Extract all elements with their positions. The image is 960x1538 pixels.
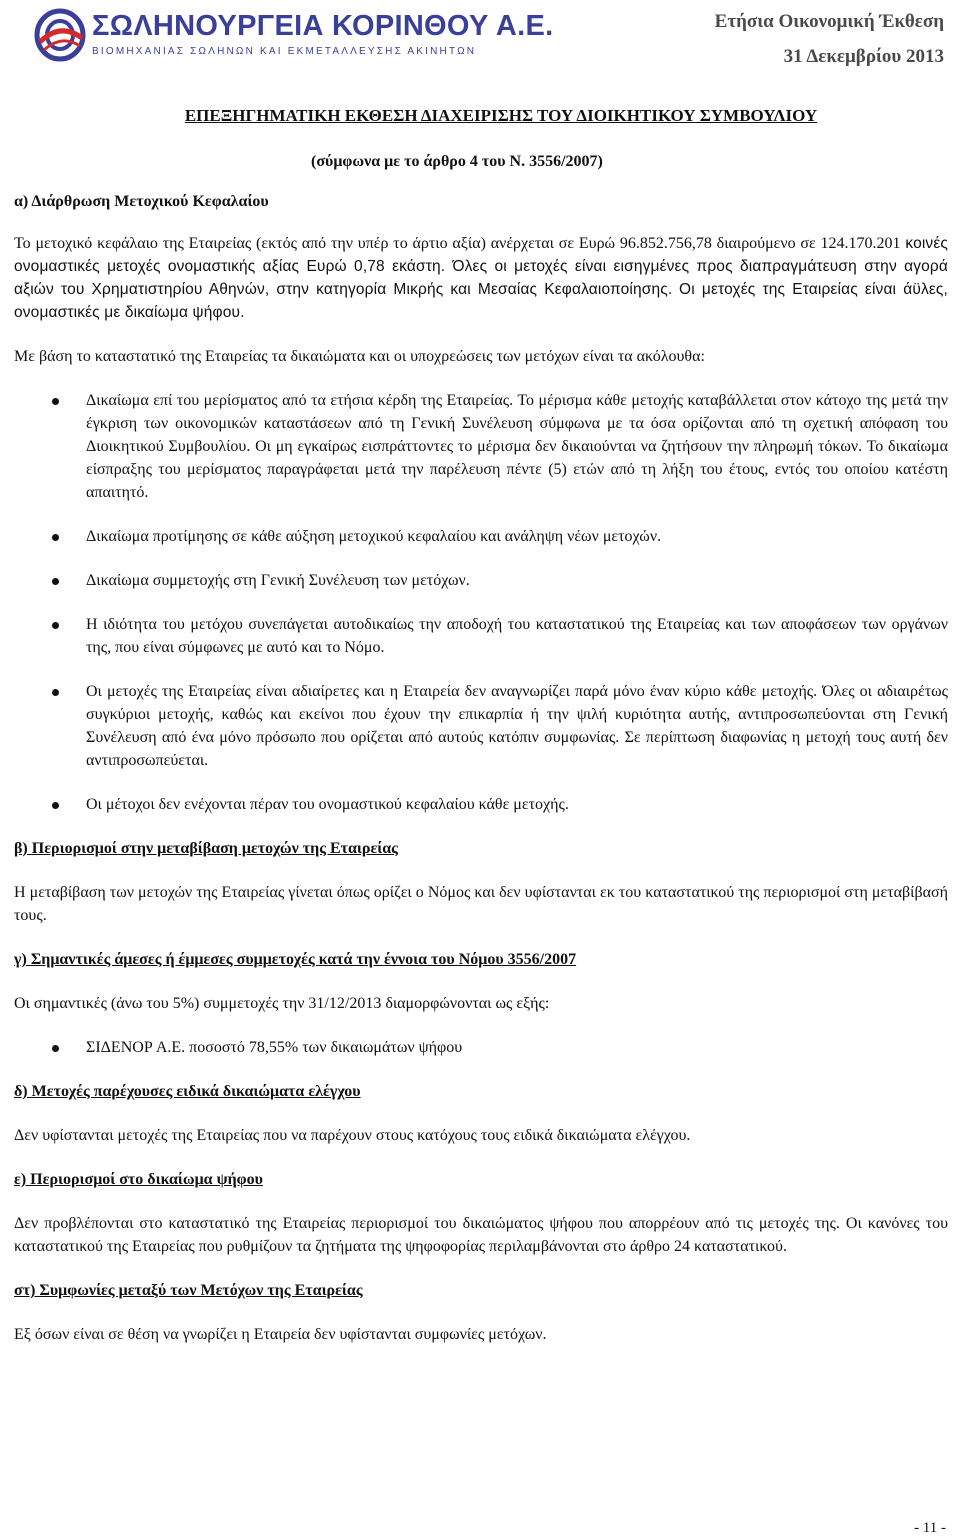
holdings-list — [14, 1036, 948, 1059]
page-header — [0, 0, 960, 80]
rights-list — [14, 389, 948, 816]
list-item: Οι μετοχές της Εταιρείας είναι αδιαίρετες και η Εταιρεία δεν αναγνωρίζει παρά μόνο έναν κύριο κάθε μετοχής. Όλες οι αδιαιρέτως συγκύριοι μετοχής, καθώς και εκείνοι που έχουν την επικαρπία ή την ψιλή κυριότητα αυτής, αντιπροσωπεύονται στη Γενική Συνέλευση από ένα μόνο πρόσωπο που ορίζεται από αυτούς κατόπιν συμφωνίας. Σε περίπτωση διαφωνίας η μετοχή τους αυτή δεν αντιπροσωπεύεται. — [14, 680, 948, 772]
bullet-icon — [52, 578, 59, 585]
section-d-text: Δεν υφίστανται μετοχές της Εταιρείας που να παρέχουν στους κατόχους τους ειδικά δικαιώματα ελέγχου. — [14, 1127, 691, 1144]
para-1-part-b: κοινές ονομαστικές μετοχές ονομαστικής αξίας Ευρώ 0,78 εκάστη. Όλες οι μετοχές είναι εισηγμένες προς διαπραγμάτευση στην αγορά αξιών του Χρηματιστηρίου Αθηνών, στην κατηγορία Μικρής και Μεσαίας Κεφαλαιοποίησης. — [14, 235, 949, 298]
bullet-icon — [52, 398, 59, 405]
company-name: ΣΩΛΗΝΟΥΡΓΕΙΑ ΚΟΡΙΝΘΟΥ Α.Ε. — [92, 10, 554, 42]
page-number: - 11 - — [914, 1520, 946, 1536]
company-subtitle: ΒΙΟΜΗΧΑΝΙΑΣ ΣΩΛΗΝΩΝ ΚΑΙ ΕΚΜΕΤΑΛΛΕΥΣΗΣ ΑΚΙΝΗΤΩΝ — [92, 46, 477, 57]
section-e-text: Δεν προβλέπονται στο καταστατικό της Εταιρείας περιορισμοί του δικαιώματος ψήφου που απορρέουν από τις μετοχές της. Οι κανόνες του καταστατικού της Εταιρείας που ρυθμίζουν τα ζητήματα της ψηφοφορίας περιλαμβάνονται στο άρθρο 24 καταστατικού. — [14, 1215, 948, 1255]
list-item: Η ιδιότητα του μετόχου συνεπάγεται αυτοδικαίως την αποδοχή του καταστατικού της Εταιρείας και των αποφάσεων των οργάνων της, που είναι σύμφωνες με αυτό και το Νόμο. — [14, 613, 948, 659]
section-f-text: Εξ όσων είναι σε θέση να γνωρίζει η Εταιρεία δεν υφίστανται συμφωνίες μετόχων. — [14, 1326, 547, 1343]
document-body — [14, 104, 948, 1346]
section-e-heading: ε) Περιορισμοί στο δικαίωμα ψήφου — [14, 1171, 263, 1188]
list-item: Δικαίωμα επί του μερίσματος από τα ετήσια κέρδη της Εταιρείας. Το μέρισμα κάθε μετοχής καταβάλλεται στον κάτοχο της μετά την έγκριση των οικονομικών καταστάσεων από τη Γενική Συνέλευση σύμφωνα με τα όσα ορίζονται από τη σχετική απόφαση του Διοικητικού Συμβουλίου. Οι μη εγκαίρως εισπράττοντες το μέρισμα δεν δικαιούνται να ζητήσουν την πληρωμή τόκων. Το δικαίωμα είσπραξης του μερίσματος παραγράφεται μετά την παρέλευση πέντε (5) ετών από τη λήξη του έτους, εντός του οποίου κατέστη απαιτητό. — [14, 389, 948, 504]
main-title: ΕΠΕΞΗΓΗΜΑΤΙΚΗ ΕΚΘΕΣΗ ΔΙΑΧΕΙΡΙΣΗΣ ΤΟΥ ΔΙΟΙΚΗΤΙΚΟΥ ΣΥΜΒΟΥΛΙΟΥ — [184, 106, 818, 125]
list-item: Δικαίωμα προτίμησης σε κάθε αύξηση μετοχικού κεφαλαίου και ανάληψη νέων μετοχών. — [14, 525, 948, 548]
section-a-paragraph-2: Με βάση το καταστατικό της Εταιρείας τα δικαιώματα και οι υποχρεώσεις των μετόχων είναι τα ακόλουθα: — [14, 348, 705, 365]
section-c-text: Οι σημαντικές (άνω του 5%) συμμετοχές την 31/12/2013 διαμορφώνονται ως εξής: — [14, 995, 550, 1012]
bullet-icon — [52, 802, 59, 809]
company-logo-icon — [34, 8, 86, 62]
list-item: ΣΙΔΕΝΟΡ Α.Ε. ποσοστό 78,55% των δικαιωμάτων ψήφου — [14, 1036, 948, 1059]
section-c-heading: γ) Σημαντικές άμεσες ή έμμεσες συμμετοχές κατά την έννοια του Νόμου 3556/2007 — [14, 951, 577, 968]
section-b-heading: β) Περιορισμοί στην μεταβίβαση μετοχών της Εταιρείας — [14, 840, 398, 857]
report-title: Ετήσια Οικονομική Έκθεση — [714, 11, 944, 32]
section-a-paragraph-1 — [14, 232, 948, 324]
para-1-part-a: Το μετοχικό κεφάλαιο της Εταιρείας (εκτός από την υπέρ το άρτιο αξία) ανέρχεται σε Ευρώ 96.852.756,78 διαιρούμενο σε 124.170.201 — [14, 235, 901, 252]
section-b-text: Η μεταβίβαση των μετοχών της Εταιρείας γίνεται όπως ορίζει ο Νόμος και δεν υφίστανται εκ του καταστατικού της περιορισμοί στη μεταβίβασή τους. — [14, 884, 948, 924]
bullet-icon — [52, 1045, 59, 1052]
section-d-heading: δ) Μετοχές παρέχουσες ειδικά δικαιώματα ελέγχου — [14, 1083, 361, 1100]
section-a-heading: α) Διάρθρωση Μετοχικού Κεφαλαίου — [14, 193, 269, 210]
section-f-heading: στ) Συμφωνίες μεταξύ των Μετόχων της Εταιρείας — [14, 1282, 363, 1299]
report-date: 31 Δεκεμβρίου 2013 — [783, 46, 944, 67]
list-item: Οι μέτοχοι δεν ενέχονται πέραν του ονομαστικού κεφαλαίου κάθε μετοχής. — [14, 793, 948, 816]
bullet-icon — [52, 534, 59, 541]
bullet-icon — [52, 622, 59, 629]
list-item: Δικαίωμα συμμετοχής στη Γενική Συνέλευση των μετόχων. — [14, 569, 948, 592]
bullet-icon — [52, 689, 59, 696]
subtitle: (σύμφωνα με το άρθρο 4 του Ν. 3556/2007) — [311, 153, 603, 170]
para-1-part-c: Οι μετοχές της Εταιρείας είναι άϋλες, ονομαστικές με δικαίωμα ψήφου. — [14, 281, 949, 321]
